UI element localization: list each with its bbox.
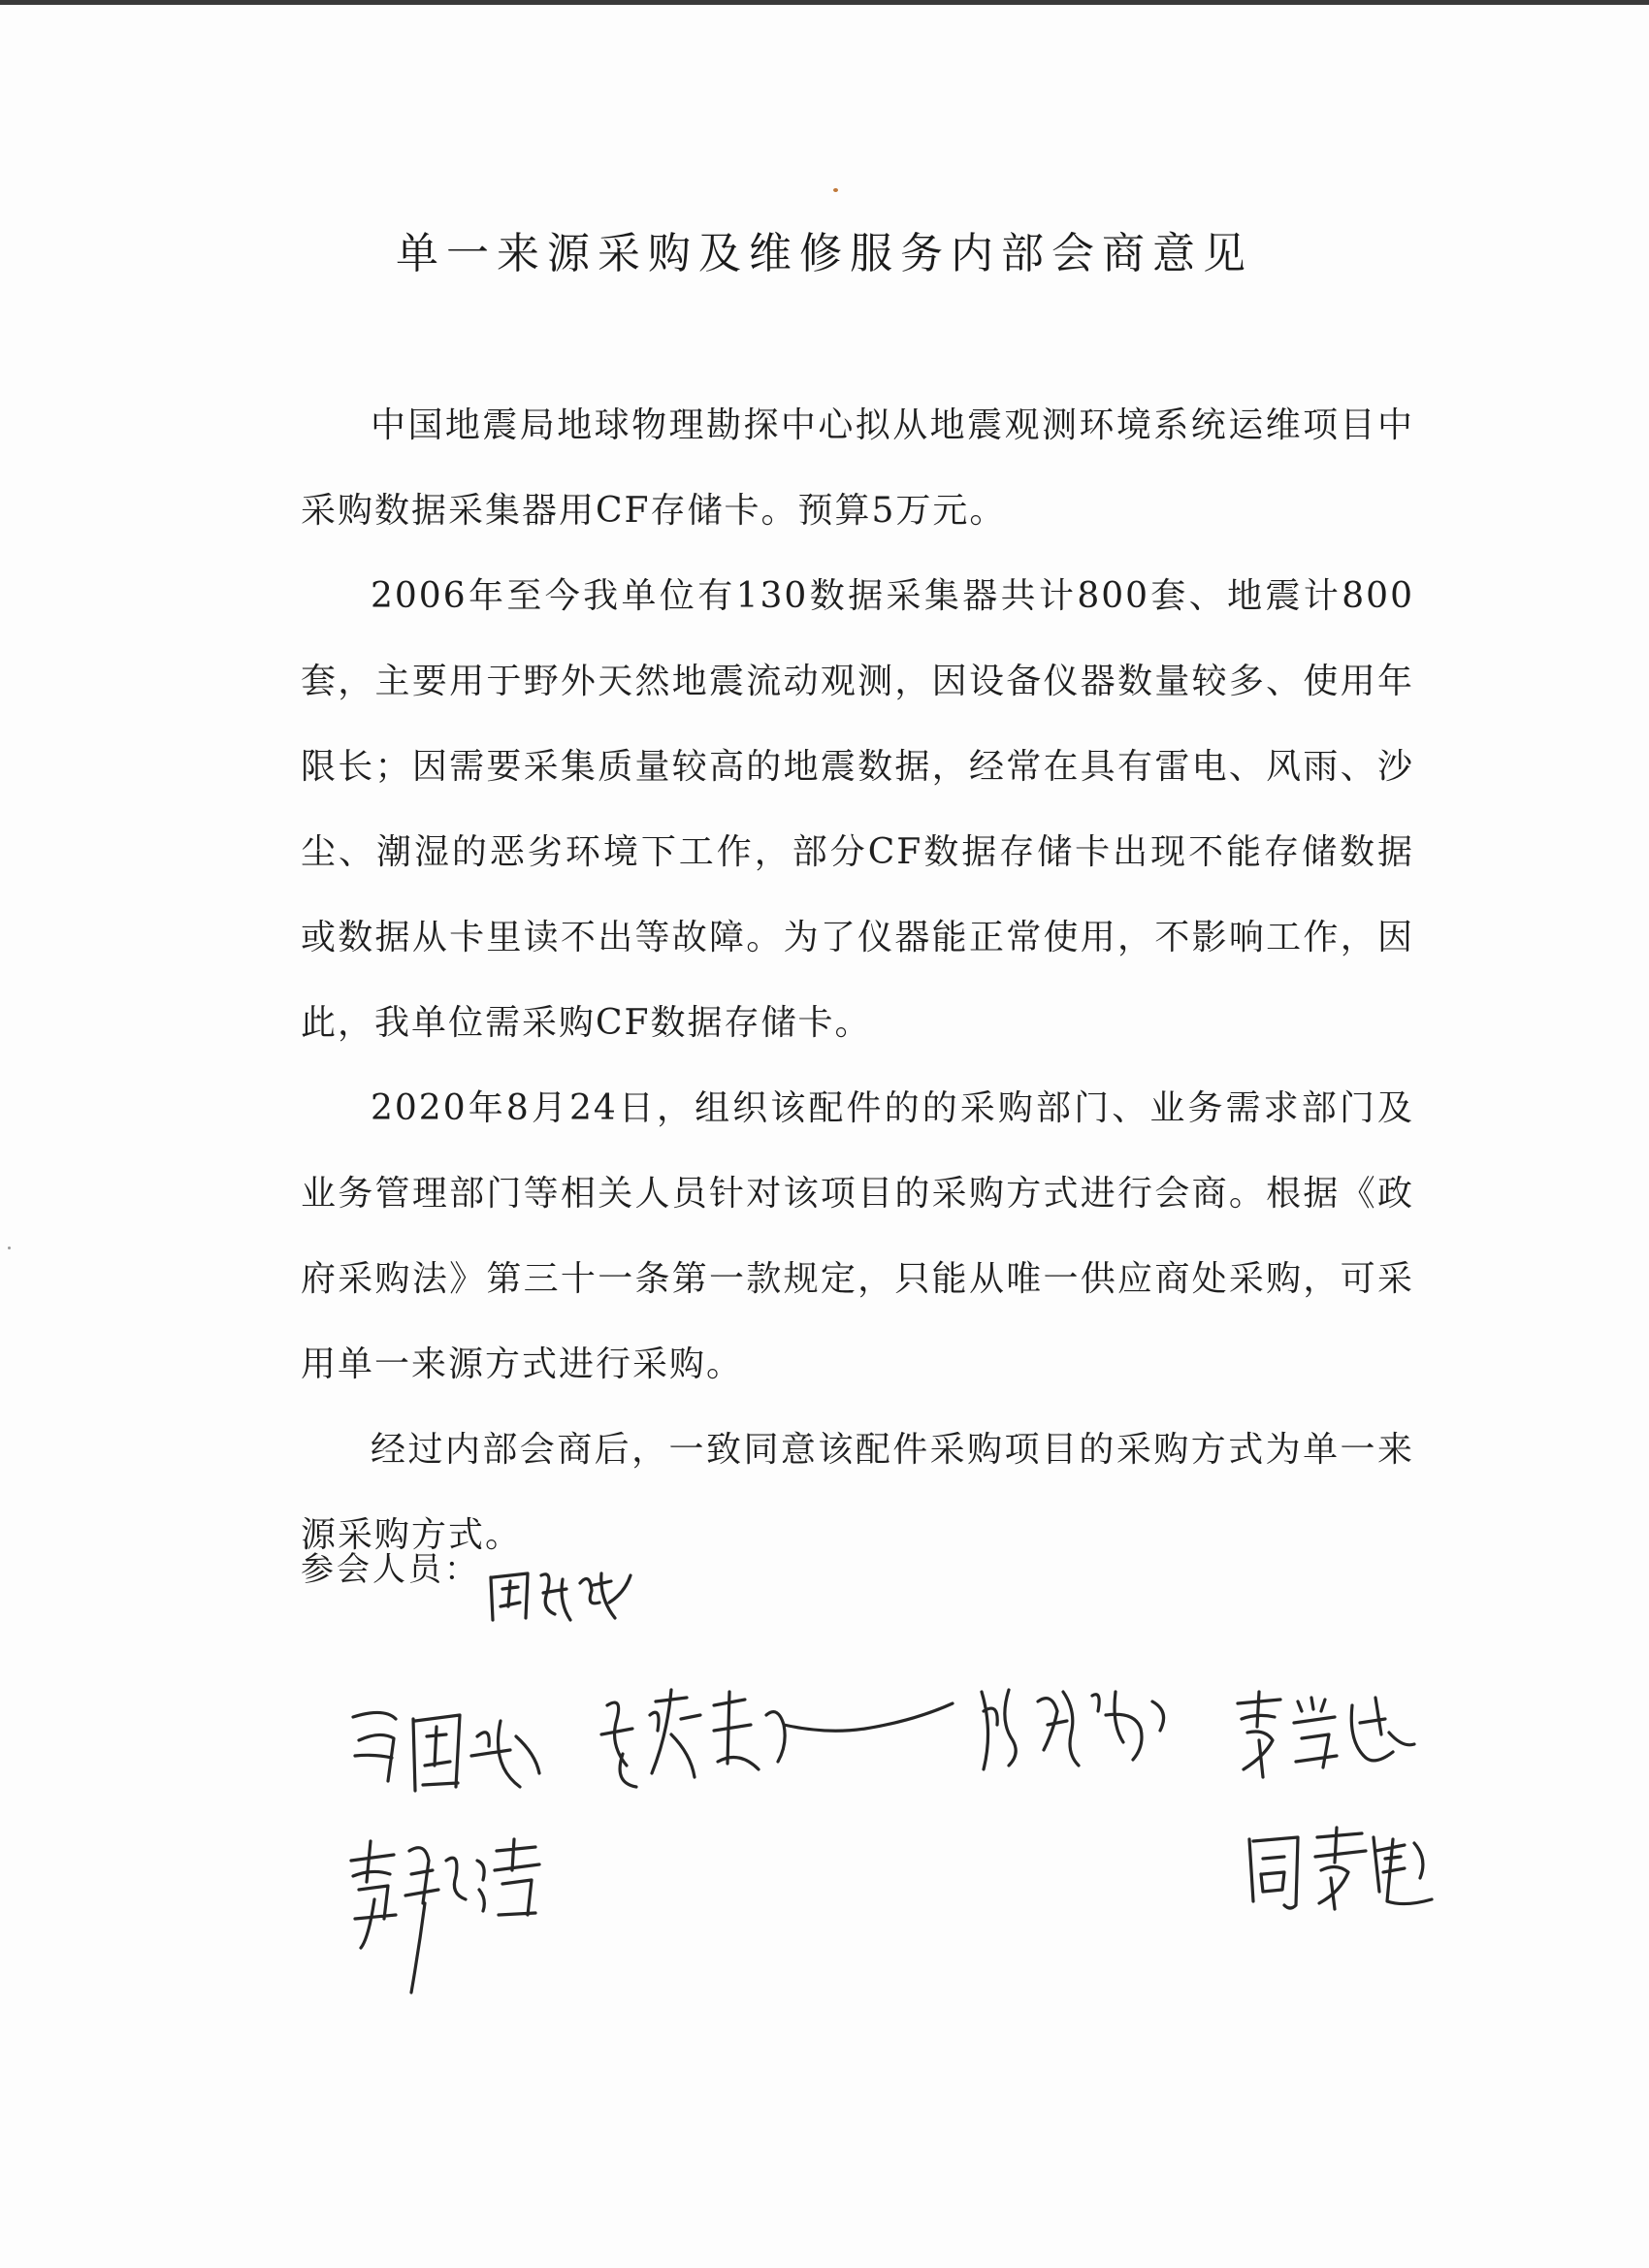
scan-speck	[8, 1247, 11, 1249]
paragraph: 2020年8月24日，组织该配件的的采购部门、业务需求部门及业务管理部门等相关人员针对该项目的采购方式进行会商。根据《政府采购法》第三十一条第一款规定，只能从唯一供应商处采购，可采用单一来源方式进行采购。	[301, 1088, 1414, 1384]
signature	[345, 1698, 549, 1804]
signature	[1240, 1824, 1443, 1911]
paragraph: 经过内部会商后，一致同意该配件采购项目的采购方式为单一来源采购方式。	[301, 1430, 1414, 1555]
attendees-label: 参会人员：	[301, 1550, 480, 1589]
document-title: 单一来源采购及维修服务内部会商意见	[396, 229, 1253, 278]
document-body	[301, 383, 1414, 1578]
signature	[341, 1822, 555, 1996]
paragraph: 中国地震局地球物理勘探中心拟从地震观测环境系统运维项目中采购数据采集器用CF存储卡。预算5万元。	[301, 405, 1414, 531]
signature	[1230, 1684, 1424, 1781]
signature	[485, 1564, 640, 1632]
signature	[594, 1676, 962, 1802]
paragraph: 2006年至今我单位有130数据采集器共计800套、地震计800套，主要用于野外天然地震流动观测，因设备仪器数量较多、使用年限长；因需要采集质量较高的地震数据，经常在具有雷电、风雨、沙尘、潮湿的恶劣环境下工作，部分CF数据存储卡出现不能存储数据或数据从卡里读不出等故障。为了仪器能正常使用，不影响工作，因此，我单位需采购CF数据存储卡。	[301, 576, 1414, 1043]
signature	[970, 1672, 1183, 1779]
top-scan-border	[0, 0, 1649, 5]
scan-speck	[833, 188, 838, 192]
